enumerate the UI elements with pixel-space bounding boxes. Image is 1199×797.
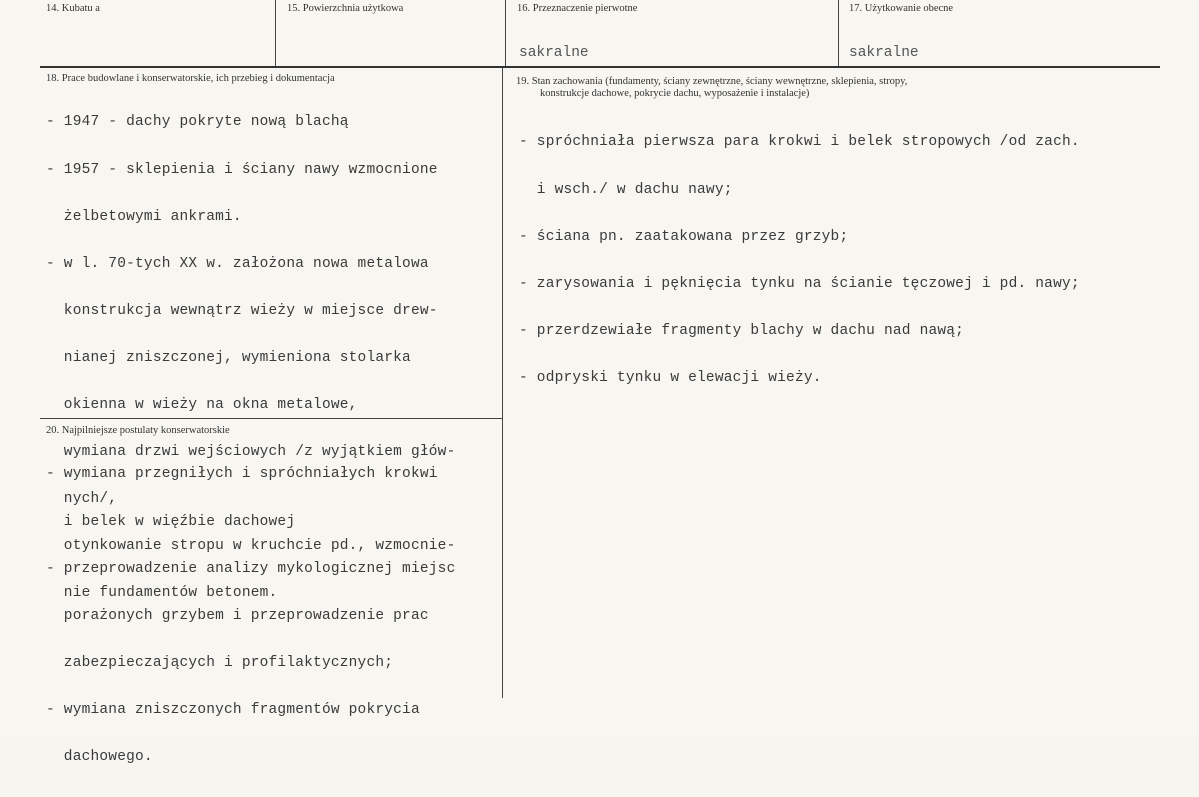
field-19-line: - spróchniała pierwsza para krokwi i belek stropowych /od zach. — [519, 134, 1080, 151]
field-17-label: 17. Użytkowanie obecne — [849, 3, 954, 14]
divider-14-15 — [275, 0, 276, 66]
field-20-text — [46, 436, 455, 797]
field-16-label: 16. Przeznaczenie pierwotne — [517, 3, 638, 14]
field-19-line: - odpryski tynku w elewacji wieży. — [519, 369, 822, 386]
field-20-line: zabezpieczających i profilaktycznych; — [46, 654, 394, 671]
field-14-label: 14. Kubatu a — [46, 3, 100, 14]
field-18-line: - 1947 - dachy pokryte nową blachą — [46, 114, 349, 131]
field-15-label: 15. Powierzchnia użytkowa — [287, 3, 404, 14]
divider-18-19 — [502, 68, 503, 698]
field-16-value: sakralne — [519, 45, 589, 61]
field-18-line: konstrukcja wewnątrz wieży w miejsce drew- — [46, 302, 438, 319]
field-18-line: okienna w wieży na okna metalowe, — [46, 396, 358, 413]
top-row-bottom-rule — [40, 66, 1160, 68]
field-20-line: - przeprowadzenie analizy mykologicznej miejsc — [46, 560, 456, 577]
field-19-line: i wsch./ w dachu nawy; — [519, 181, 733, 198]
field-19-text — [519, 104, 1080, 418]
field-20-line: porażonych grzybem i przeprowadzenie prac — [46, 607, 429, 624]
field-18-line: - w l. 70-tych XX w. założona nowa metalowa — [46, 255, 429, 272]
field-20-line: - wymiana przegniłych i spróchniałych krokwi — [46, 466, 438, 483]
field-17-value: sakralne — [849, 45, 919, 61]
field-18-label: 18. Prace budowlane i konserwatorskie, ich przebieg i dokumentacja — [46, 73, 335, 84]
field-18-line: wymiana drzwi wejściowych /z wyjątkiem głów- — [46, 444, 456, 461]
field-18-line: - 1957 - sklepienia i ściany nawy wzmocnione — [46, 161, 438, 178]
field-19-line: - przerdzewiałe fragmenty blachy w dachu nad nawą; — [519, 322, 965, 339]
field-18-line: nianej zniszczonej, wymieniona stolarka — [46, 349, 411, 366]
field-18-line: żelbetowymi ankrami. — [46, 208, 242, 225]
field-20-line: - wymiana zniszczonych fragmentów pokrycia — [46, 701, 420, 718]
field-18-line: nie fundamentów betonem. — [46, 585, 278, 602]
field-19-line: - zarysowania i pęknięcia tynku na ścianie tęczowej i pd. nawy; — [519, 275, 1080, 292]
field-19-line: - ściana pn. zaatakowana przez grzyb; — [519, 228, 849, 245]
field-18-line: otynkowanie stropu w kruchcie pd., wzmocnie- — [46, 538, 456, 555]
field-20-line: dachowego. — [46, 748, 153, 765]
divider-16-17 — [838, 0, 839, 66]
field-20-line: i belek w więźbie dachowej — [46, 513, 296, 530]
divider-15-16 — [505, 0, 506, 66]
field-18-line: nych/, — [46, 491, 118, 508]
field-19-label-line1: 19. Stan zachowania (fundamenty, ściany zewnętrzne, ściany wewnętrzne, sklepienia, stropy, — [516, 76, 908, 87]
field-19-label-line2: konstrukcje dachowe, pokrycie dachu, wyposażenie i instalacje) — [540, 88, 810, 99]
field-20-label: 20. Najpilniejsze postulaty konserwatorskie — [46, 425, 230, 436]
